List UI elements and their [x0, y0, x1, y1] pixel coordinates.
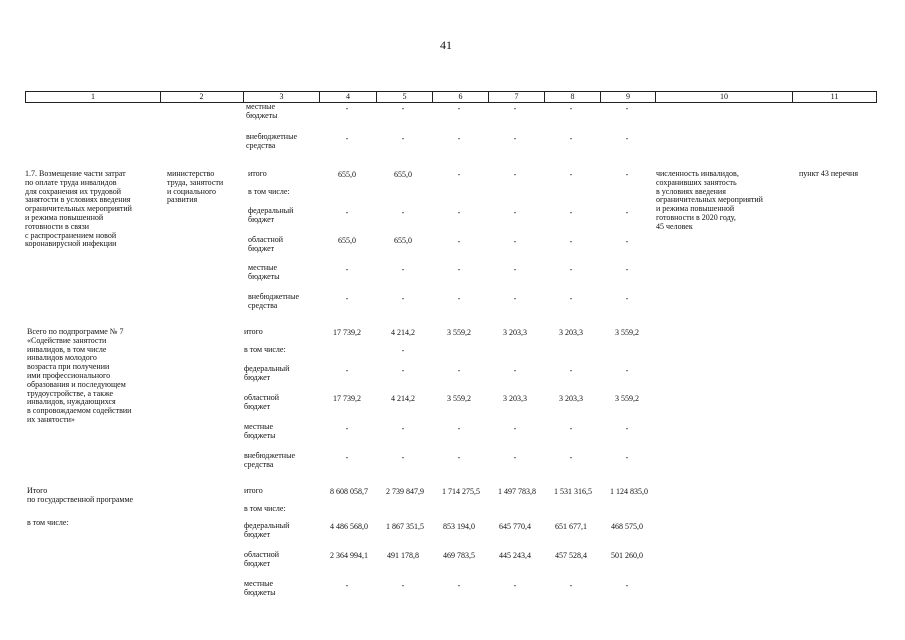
dash: -: [625, 104, 629, 113]
dash: -: [625, 170, 629, 179]
block17-indicator: численность инвалидов, сохранивших занятость в условиях введения ограничительных мероприятий и режима повышенной готовности в 2020 году, 45 человек: [656, 169, 763, 231]
page-number: 41: [440, 38, 452, 52]
value-cell: 3 203,3: [559, 328, 583, 337]
value-cell: 17 739,2: [333, 394, 361, 403]
dash: -: [457, 208, 461, 217]
dash: -: [569, 424, 573, 433]
dash: -: [401, 346, 405, 355]
value-cell: 1 531 316,5: [554, 487, 592, 496]
row-label: внебюджетные: [248, 292, 299, 301]
dash: -: [513, 134, 517, 143]
dash: -: [569, 366, 573, 375]
dash: -: [569, 134, 573, 143]
row-label: бюджет: [244, 373, 271, 382]
dash: -: [569, 237, 573, 246]
dash: -: [457, 265, 461, 274]
dash: -: [457, 366, 461, 375]
row-label: средства: [246, 141, 276, 150]
dash: -: [345, 104, 349, 113]
dash: -: [401, 424, 405, 433]
value-cell: 457 528,4: [555, 551, 587, 560]
sub7-name: Всего по подпрограмме № 7 «Содействие занятости инвалидов, в том числе инвалидов молодого возраста при получении ими профессионального образования и последующем трудоустройстве, а также инвалидов, нуждающихся в сопровождаемом содействии их занятости»: [27, 327, 132, 424]
dash: -: [345, 294, 349, 303]
dash: -: [569, 104, 573, 113]
value-cell: 3 559,2: [615, 328, 639, 337]
dash: -: [569, 170, 573, 179]
total-v-tom: в том числе:: [27, 518, 69, 527]
row-label: внебюджетные: [244, 451, 295, 460]
dash: -: [569, 581, 573, 590]
col-header-3: 3: [244, 91, 320, 103]
dash: -: [513, 453, 517, 462]
dash: -: [513, 265, 517, 274]
dash: -: [569, 265, 573, 274]
value-cell: 655,0: [394, 170, 412, 179]
row-label: федеральный: [244, 364, 290, 373]
col-header-11: 11: [793, 91, 877, 103]
dash: -: [401, 208, 405, 217]
value-cell: 468 575,0: [611, 522, 643, 531]
dash: -: [345, 265, 349, 274]
dash: -: [457, 453, 461, 462]
row-label: в том числе:: [244, 504, 286, 513]
row-label: бюджет: [244, 559, 271, 568]
dash: -: [345, 366, 349, 375]
col-header-7: 7: [489, 91, 545, 103]
dash: -: [401, 453, 405, 462]
dash: -: [569, 208, 573, 217]
value-cell: 3 559,2: [447, 328, 471, 337]
row-label: бюджеты: [248, 272, 280, 281]
col-header-6: 6: [433, 91, 489, 103]
row-label: местные: [248, 263, 278, 272]
dash: -: [625, 265, 629, 274]
value-cell: 8 608 058,7: [330, 487, 368, 496]
row-label: итого: [248, 169, 267, 178]
row-label: в том числе:: [248, 187, 290, 196]
value-cell: 645 770,4: [499, 522, 531, 531]
col-header-2: 2: [160, 91, 244, 103]
value-cell: 2 364 994,1: [330, 551, 368, 560]
dash: -: [625, 453, 629, 462]
dash: -: [345, 581, 349, 590]
dash: -: [457, 581, 461, 590]
value-cell: 2 739 847,9: [386, 487, 424, 496]
dash: -: [345, 208, 349, 217]
row-label: итого: [244, 486, 263, 495]
dash: -: [513, 581, 517, 590]
value-cell: 1 497 783,8: [498, 487, 536, 496]
col-header-8: 8: [545, 91, 601, 103]
dash: -: [513, 104, 517, 113]
row-label: бюджеты: [246, 111, 278, 120]
dash: -: [345, 453, 349, 462]
dash: -: [569, 453, 573, 462]
dash: -: [457, 134, 461, 143]
dash: -: [513, 294, 517, 303]
dash: -: [625, 237, 629, 246]
row-label: бюджет: [248, 244, 275, 253]
row-label: федеральный: [248, 206, 294, 215]
row-label: средства: [244, 460, 274, 469]
row-label: бюджеты: [244, 588, 276, 597]
value-cell: 3 559,2: [447, 394, 471, 403]
col-header-9: 9: [601, 91, 656, 103]
row-label: областной: [244, 550, 280, 559]
dash: -: [345, 424, 349, 433]
col-header-5: 5: [377, 91, 433, 103]
dash: -: [625, 134, 629, 143]
dash: -: [625, 208, 629, 217]
value-cell: 655,0: [338, 170, 356, 179]
row-label: внебюджетные: [246, 132, 297, 141]
block17-name: 1.7. Возмещение части затрат по оплате труда инвалидов для сохранения их трудовой занятости в условиях введения ограничительных мероприятий и режима повышенной готовности в связи с распространением новой коронавирусной инфекции: [25, 169, 132, 249]
dash: -: [513, 237, 517, 246]
row-label: местные: [244, 579, 274, 588]
value-cell: 651 677,1: [555, 522, 587, 531]
dash: -: [625, 366, 629, 375]
dash: -: [401, 104, 405, 113]
block17-note: пункт 43 перечня: [799, 169, 859, 178]
value-cell: 655,0: [394, 236, 412, 245]
row-label: бюджеты: [244, 431, 276, 440]
row-label: бюджет: [244, 530, 271, 539]
dash: -: [457, 294, 461, 303]
dash: -: [625, 294, 629, 303]
value-cell: 445 243,4: [499, 551, 531, 560]
value-cell: 655,0: [338, 236, 356, 245]
dash: -: [401, 366, 405, 375]
row-label: местные: [244, 422, 274, 431]
dash: -: [513, 424, 517, 433]
value-cell: 4 214,2: [391, 328, 415, 337]
row-label: итого: [244, 327, 263, 336]
dash: -: [401, 265, 405, 274]
value-cell: 3 203,3: [503, 328, 527, 337]
dash: -: [457, 237, 461, 246]
row-label: бюджет: [244, 402, 271, 411]
row-label: областной: [248, 235, 284, 244]
row-label: бюджет: [248, 215, 275, 224]
dash: -: [625, 581, 629, 590]
value-cell: 3 203,3: [559, 394, 583, 403]
dash: -: [457, 424, 461, 433]
value-cell: 4 486 568,0: [330, 522, 368, 531]
value-cell: 1 714 275,5: [442, 487, 480, 496]
total-name: Итого по государственной программе: [27, 486, 134, 504]
value-cell: 501 260,0: [611, 551, 643, 560]
block17-executor: министерство труда, занятости и социального развития: [167, 169, 224, 205]
dash: -: [401, 134, 405, 143]
dash: -: [401, 294, 405, 303]
dash: -: [345, 134, 349, 143]
row-label: средства: [248, 301, 278, 310]
dash: -: [513, 208, 517, 217]
dash: -: [457, 170, 461, 179]
row-label: федеральный: [244, 521, 290, 530]
value-cell: 1 867 351,5: [386, 522, 424, 531]
dash: -: [401, 581, 405, 590]
dash: -: [513, 366, 517, 375]
value-cell: 3 203,3: [503, 394, 527, 403]
value-cell: 1 124 835,0: [610, 487, 648, 496]
row-label: в том числе:: [244, 345, 286, 354]
value-cell: 3 559,2: [615, 394, 639, 403]
dash: -: [513, 170, 517, 179]
dash: -: [569, 294, 573, 303]
row-label: местные: [246, 102, 276, 111]
col-header-1: 1: [25, 91, 161, 103]
dash: -: [457, 104, 461, 113]
value-cell: 491 178,8: [387, 551, 419, 560]
value-cell: 469 783,5: [443, 551, 475, 560]
value-cell: 853 194,0: [443, 522, 475, 531]
row-label: областной: [244, 393, 280, 402]
dash: -: [625, 424, 629, 433]
value-cell: 4 214,2: [391, 394, 415, 403]
col-header-10: 10: [656, 91, 793, 103]
col-header-4: 4: [320, 91, 377, 103]
value-cell: 17 739,2: [333, 328, 361, 337]
